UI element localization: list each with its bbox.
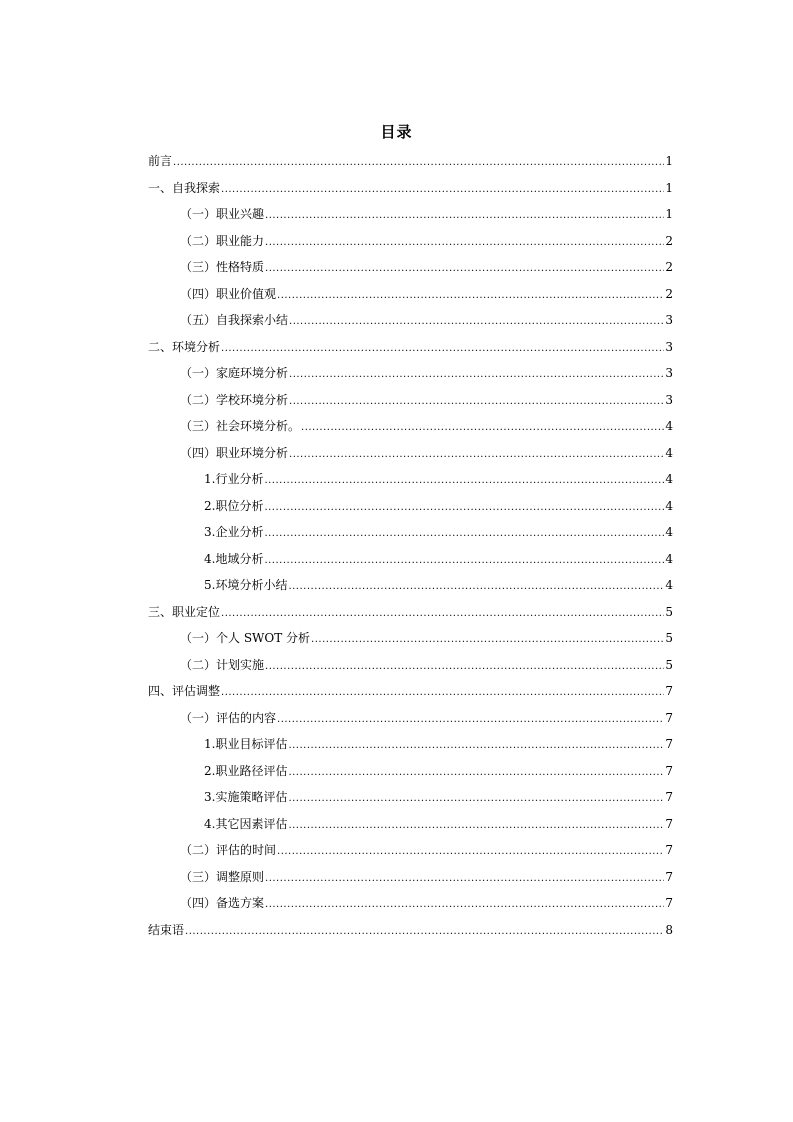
toc-entry-text: 四、评估调整 bbox=[148, 684, 221, 698]
toc-page-number: 7 bbox=[665, 843, 673, 857]
toc-page-number: 7 bbox=[665, 763, 673, 778]
toc-dot-leader bbox=[277, 283, 664, 310]
toc-entry[interactable] bbox=[148, 228, 673, 255]
toc-entry-text: 4.地域分析 bbox=[204, 551, 264, 566]
toc-dot-leader bbox=[288, 760, 664, 787]
toc-dot-leader bbox=[173, 150, 664, 177]
toc-entry-text: 3.实施策略评估 bbox=[204, 790, 288, 804]
toc-dot-leader bbox=[277, 839, 664, 866]
toc-entry[interactable] bbox=[148, 917, 673, 944]
toc-page-number: 1 bbox=[665, 154, 673, 168]
toc-entry-text: 1.职业目标评估 bbox=[204, 737, 288, 751]
toc-page-number: 1 bbox=[665, 207, 673, 221]
toc-dot-leader bbox=[288, 574, 664, 601]
toc-page-number: 7 bbox=[665, 710, 673, 725]
toc-entry-text: 2.职业路径评估 bbox=[204, 763, 288, 778]
toc-dot-leader bbox=[221, 601, 664, 628]
toc-dot-leader bbox=[265, 203, 664, 230]
toc-entry-text: 二、环境分析 bbox=[148, 339, 221, 354]
toc-dot-leader bbox=[288, 813, 664, 840]
toc-entry-text: （三）社会环境分析。 bbox=[180, 419, 301, 433]
toc-entry-text: （一）职业兴趣 bbox=[180, 207, 265, 221]
toc-entry[interactable] bbox=[148, 148, 673, 175]
toc-dot-leader bbox=[264, 495, 664, 522]
toc-entry-text: （二）职业能力 bbox=[180, 233, 265, 248]
toc-entry-text: （四）职业环境分析 bbox=[180, 445, 289, 460]
toc-page-number: 4 bbox=[665, 445, 673, 460]
toc-entry[interactable] bbox=[148, 837, 673, 864]
toc-entry-text: 结束语 bbox=[148, 922, 185, 937]
toc-entry-text: （二）学校环境分析 bbox=[180, 392, 289, 407]
toc-dot-leader bbox=[185, 919, 664, 946]
toc-page-number: 4 bbox=[665, 472, 673, 486]
toc-dot-leader bbox=[289, 389, 664, 416]
toc-page-number: 7 bbox=[665, 684, 673, 698]
toc-entry-text: 2.职位分析 bbox=[204, 498, 264, 513]
toc-entry-text: （三）调整原则 bbox=[180, 869, 265, 884]
toc-dot-leader bbox=[221, 177, 664, 204]
toc-entry-text: （一）家庭环境分析 bbox=[180, 366, 289, 380]
toc-dot-leader bbox=[265, 230, 664, 257]
toc-entry-text: 3.企业分析 bbox=[204, 525, 264, 539]
toc-dot-leader bbox=[264, 521, 664, 548]
toc-page-number: 7 bbox=[665, 896, 673, 910]
toc-entry[interactable] bbox=[148, 175, 673, 202]
toc-page-number: 4 bbox=[665, 498, 673, 513]
toc-dot-leader bbox=[301, 415, 664, 442]
toc-dot-leader bbox=[264, 548, 664, 575]
toc-page-number: 3 bbox=[665, 392, 673, 407]
toc-page-number: 3 bbox=[665, 313, 673, 327]
toc-entry-text: （二）评估的时间 bbox=[180, 843, 277, 857]
toc-page-number: 7 bbox=[665, 737, 673, 751]
toc-page-number: 5 bbox=[665, 657, 673, 672]
toc-dot-leader bbox=[221, 680, 664, 707]
toc-entry[interactable] bbox=[148, 758, 673, 785]
toc-dot-leader bbox=[221, 336, 664, 363]
toc-page-number: 3 bbox=[665, 366, 673, 380]
toc-page-number: 7 bbox=[665, 816, 673, 831]
toc-entry[interactable] bbox=[148, 387, 673, 414]
toc-entry[interactable] bbox=[148, 599, 673, 626]
toc-entry[interactable] bbox=[148, 784, 673, 811]
toc-page-number: 2 bbox=[665, 286, 673, 301]
toc-dot-leader bbox=[265, 866, 664, 893]
toc-entry-text: （四）职业价值观 bbox=[180, 286, 277, 301]
toc-list bbox=[148, 148, 673, 943]
toc-dot-leader bbox=[288, 733, 664, 760]
toc-dot-leader bbox=[288, 786, 664, 813]
toc-entry[interactable] bbox=[148, 864, 673, 891]
toc-page-number: 5 bbox=[665, 631, 673, 645]
toc-entry[interactable] bbox=[148, 546, 673, 573]
toc-page-number: 1 bbox=[665, 180, 673, 195]
toc-entry-text: （三）性格特质 bbox=[180, 260, 265, 274]
toc-entry[interactable] bbox=[148, 811, 673, 838]
toc-entry-text: （四）备选方案 bbox=[180, 896, 265, 910]
toc-dot-leader bbox=[277, 707, 664, 734]
toc-entry[interactable] bbox=[148, 572, 673, 599]
toc-entry-text: （二）计划实施 bbox=[180, 657, 265, 672]
toc-page-number: 4 bbox=[665, 551, 673, 566]
toc-entry[interactable] bbox=[148, 334, 673, 361]
toc-dot-leader bbox=[265, 892, 664, 919]
toc-page-number: 4 bbox=[665, 419, 673, 433]
toc-page-number: 7 bbox=[665, 869, 673, 884]
toc-page-number: 2 bbox=[665, 260, 673, 274]
toc-entry-text: （一）评估的内容 bbox=[180, 710, 277, 725]
toc-entry[interactable] bbox=[148, 466, 673, 493]
toc-dot-leader bbox=[265, 654, 664, 681]
toc-entry-text: 1.行业分析 bbox=[204, 472, 264, 486]
toc-title: 目录 bbox=[380, 123, 413, 141]
toc-page-number: 4 bbox=[665, 578, 673, 592]
toc-page-number: 5 bbox=[665, 604, 673, 619]
toc-page-number: 2 bbox=[665, 233, 673, 248]
toc-entry[interactable] bbox=[148, 890, 673, 917]
toc-entry-text: （一）个人 SWOT 分析 bbox=[180, 631, 311, 645]
toc-entry-text: 5.环境分析小结 bbox=[204, 578, 288, 592]
toc-entry[interactable] bbox=[148, 678, 673, 705]
toc-dot-leader bbox=[265, 256, 664, 283]
toc-dot-leader bbox=[289, 309, 664, 336]
toc-page-number: 7 bbox=[665, 790, 673, 804]
toc-entry-text: 一、自我探索 bbox=[148, 180, 221, 195]
toc-dot-leader bbox=[264, 468, 664, 495]
toc-entry-text: 4.其它因素评估 bbox=[204, 816, 288, 831]
toc-entry-text: 三、职业定位 bbox=[148, 604, 221, 619]
toc-entry[interactable] bbox=[148, 493, 673, 520]
toc-entry[interactable] bbox=[148, 731, 673, 758]
toc-entry[interactable] bbox=[148, 440, 673, 467]
toc-entry[interactable] bbox=[148, 625, 673, 652]
toc-dot-leader bbox=[289, 362, 664, 389]
toc-page-number: 8 bbox=[665, 922, 673, 937]
toc-entry[interactable] bbox=[148, 413, 673, 440]
toc-entry[interactable] bbox=[148, 201, 673, 228]
toc-page-number: 4 bbox=[665, 525, 673, 539]
toc-entry[interactable] bbox=[148, 281, 673, 308]
toc-page-number: 3 bbox=[665, 339, 673, 354]
toc-entry[interactable] bbox=[148, 360, 673, 387]
toc-entry[interactable] bbox=[148, 519, 673, 546]
toc-dot-leader bbox=[311, 627, 664, 654]
toc-entry[interactable] bbox=[148, 254, 673, 281]
toc-entry[interactable] bbox=[148, 705, 673, 732]
toc-dot-leader bbox=[289, 442, 664, 469]
toc-entry[interactable] bbox=[148, 307, 673, 334]
toc-entry-text: 前言 bbox=[148, 154, 173, 168]
toc-entry-text: （五）自我探索小结 bbox=[180, 313, 289, 327]
toc-entry[interactable] bbox=[148, 652, 673, 679]
